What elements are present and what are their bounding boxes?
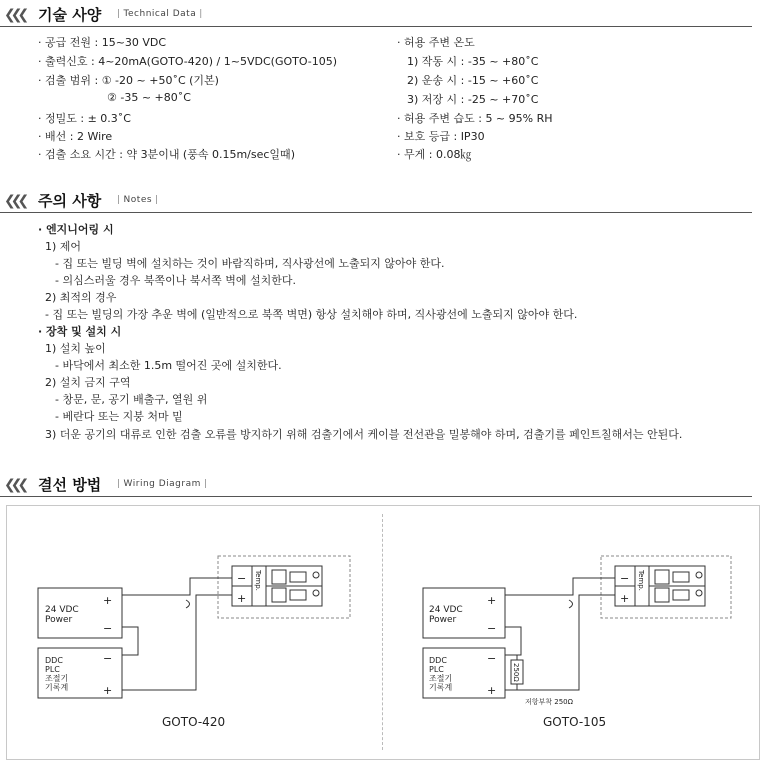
spec-item: · 무게 : 0.08㎏ <box>397 148 472 161</box>
ddc-label: 기록계 <box>45 683 69 692</box>
power-label: Power <box>45 615 73 625</box>
ddc-minus: − <box>103 652 113 665</box>
ddc-label: 기록계 <box>429 683 453 692</box>
ddc-label: DDC <box>45 656 63 665</box>
power-label: 24 VDC <box>429 605 463 615</box>
spec-item: · 검출 소요 시간 : 약 3분이내 (풍속 0.15m/sec일때) <box>38 148 295 161</box>
power-label: 24 VDC <box>45 605 79 615</box>
model-label: GOTO-420 <box>162 715 226 729</box>
note-item: - 바닥에서 최소한 1.5m 떨어진 곳에 설치한다. <box>55 359 282 372</box>
power-plus: + <box>487 594 497 607</box>
power-plus: + <box>103 594 113 607</box>
note-item: 1) 설치 높이 <box>45 342 106 355</box>
spec-item: · 검출 범위 : ① -20 ~ +50˚C (기본) <box>38 74 219 87</box>
spec-item: · 허용 주변 온도 <box>397 36 475 49</box>
wiring-diagram-goto-420 <box>0 500 383 760</box>
section-subtitle: | Technical Data | <box>117 9 203 19</box>
section-title: 주의 사항 <box>38 192 102 210</box>
spec-item: 2) 운송 시 : -15 ~ +60˚C <box>407 74 539 87</box>
note-item: - 의심스러울 경우 북쪽이나 북서쪽 벽에 설치한다. <box>55 274 296 287</box>
section-header-notes <box>0 190 752 213</box>
chevron-left-icon: ❮❮❮ <box>4 477 25 493</box>
note-item: - 집 또는 빌딩 벽에 설치하는 것이 바람직하며, 직사광선에 노출되지 않아야 한다. <box>55 257 445 270</box>
note-item: - 베란다 또는 지붕 처마 밑 <box>55 410 183 423</box>
power-minus: − <box>487 622 497 635</box>
note-item: 2) 설치 금지 구역 <box>45 376 131 389</box>
terminal-plus: + <box>237 592 247 605</box>
sensor-housing <box>601 556 731 618</box>
spec-item: · 배선 : 2 Wire <box>38 130 113 143</box>
spec-item: ② -35 ~ +80˚C <box>107 91 191 104</box>
section-title: 기술 사양 <box>38 6 102 24</box>
power-minus: − <box>103 622 113 635</box>
note-item: 2) 최적의 경우 <box>45 291 117 304</box>
spec-item: 3) 저장 시 : -25 ~ +70˚C <box>407 93 539 106</box>
ddc-plus: + <box>103 684 113 697</box>
section-subtitle: | Notes | <box>117 195 159 205</box>
chevron-left-icon: ❮❮❮ <box>4 193 25 209</box>
section-header-tech <box>0 4 752 27</box>
terminal-plus: + <box>620 592 630 605</box>
temp-label: Temp. <box>637 570 645 591</box>
spec-item: · 공급 전원 : 15~30 VDC <box>38 36 167 49</box>
sensor-housing <box>218 556 350 618</box>
terminal-minus: − <box>620 572 630 585</box>
spec-item: 1) 작동 시 : -35 ~ +80˚C <box>407 55 539 68</box>
note-item: - 창문, 문, 공기 배출구, 열원 위 <box>55 393 208 406</box>
ddc-label: DDC <box>429 656 447 665</box>
spec-item: · 보호 등급 : IP30 <box>397 130 485 143</box>
model-label: GOTO-105 <box>543 715 607 729</box>
spec-item: · 정밀도 : ± 0.3˚C <box>38 112 131 125</box>
ddc-plus: + <box>487 684 497 697</box>
section-title: 결선 방법 <box>38 476 102 494</box>
resistor-note: 저항부착 250Ω <box>525 698 573 706</box>
resistor-label: 250Ω <box>512 663 520 682</box>
section-header-wiring <box>0 474 752 497</box>
ddc-label: PLC <box>45 665 60 674</box>
ddc-label: PLC <box>429 665 444 674</box>
ddc-minus: − <box>487 652 497 665</box>
note-item: 3) 더운 공기의 대류로 인한 검출 오류를 방지하기 위해 검출기에서 케이블 전선관을 밀봉해야 하며, 검출기를 페인트칠해서는 안된다. <box>45 428 683 441</box>
note-heading: · 장착 및 설치 시 <box>38 325 122 338</box>
spec-item: · 허용 주변 습도 : 5 ~ 95% RH <box>397 112 553 125</box>
temp-label: Temp. <box>254 570 262 591</box>
section-subtitle: | Wiring Diagram | <box>117 479 208 489</box>
chevron-left-icon: ❮❮❮ <box>4 7 25 23</box>
ddc-label: 조절기 <box>45 674 69 683</box>
note-item: - 집 또는 빌딩의 가장 추운 벽에 (일반적으로 북쪽 벽면) 항상 설치해야 하며, 직사광선에 노출되지 않아야 한다. <box>45 308 578 321</box>
power-label: Power <box>429 615 457 625</box>
note-heading: · 엔지니어링 시 <box>38 223 114 236</box>
ddc-label: 조절기 <box>429 674 453 683</box>
wiring-diagram-goto-105 <box>383 500 763 760</box>
note-item: 1) 제어 <box>45 240 82 253</box>
terminal-minus: − <box>237 572 247 585</box>
spec-item: · 출력신호 : 4~20mA(GOTO-420) / 1~5VDC(GOTO-105) <box>38 55 338 68</box>
